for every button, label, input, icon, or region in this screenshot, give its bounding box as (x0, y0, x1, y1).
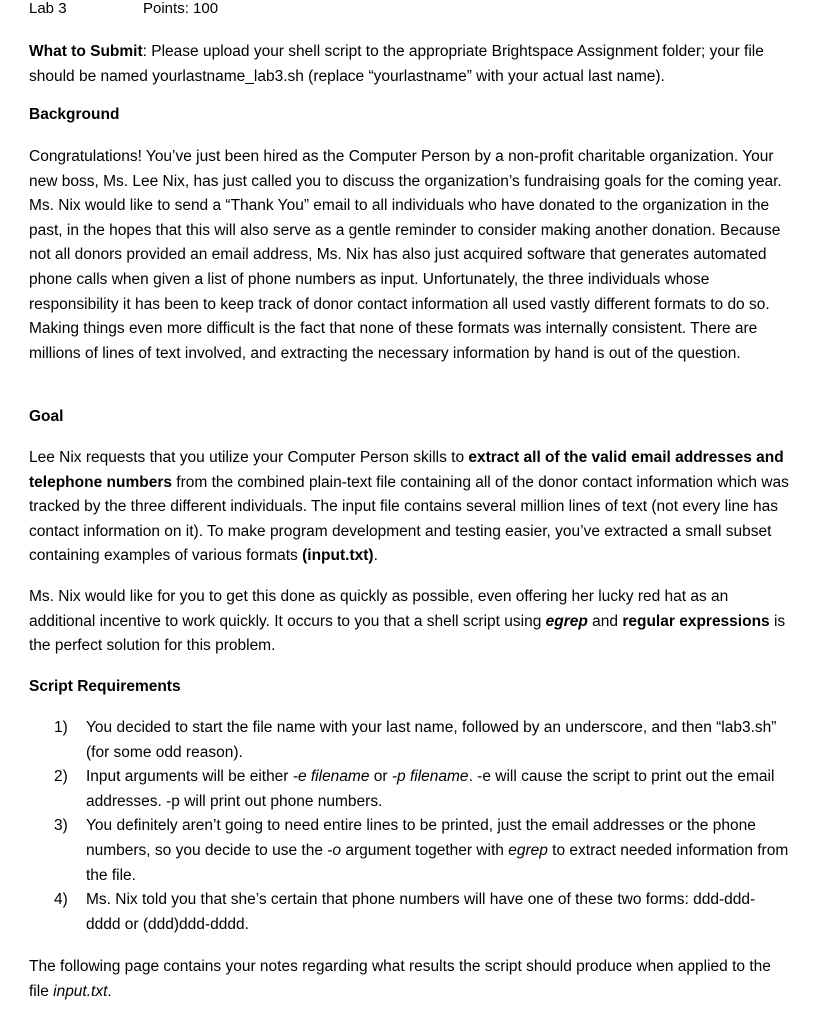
goal-p1-input-file: (input.txt) (302, 547, 374, 565)
list-item-text-c: argument together with (341, 841, 509, 859)
requirements-heading: Script Requirements (29, 678, 181, 695)
submit-label: What to Submit (29, 43, 143, 60)
goal-p1-text-a: Lee Nix requests that you utilize your Computer Person skills to (29, 449, 469, 466)
egrep-term: egrep (508, 841, 548, 859)
lab-title: Lab 3 (29, 0, 67, 17)
background-heading: Background (29, 106, 120, 123)
list-item (29, 888, 789, 937)
background-paragraph: Congratulations! You’ve just been hired as the Computer Person by a non-profit charitable organization. Your new boss, Ms. Lee Nix, has just called you to discuss the organization’s fundraising goals for the coming year. Ms. Nix would like to send a “Thank You” email to all individuals who have donated to the organization in the past, in the hopes that this will also serve as a gentle reminder to consider making another donation. Because not all donors provided an email address, Ms. Nix has also just acquired software that generates automated phone calls when given a list of phone numbers as input. Unfortunately, the three individuals whose responsibility it has been to keep track of donor contact information all used vastly different formats to do so. Making things even more difficult is the fact that none of these formats was internally consistent. There are millions of lines of text involved, and extracting the necessary information by hand is out of the question. (29, 148, 782, 362)
list-item-text: You decided to start the file name with your last name, followed by an underscore, and then “lab3.sh” (for some odd reason). (86, 719, 777, 761)
list-item-number: 4) (54, 891, 68, 909)
list-item-number: 3) (54, 817, 68, 835)
list-item-text: Ms. Nix told you that she’s certain that phone numbers will have one of these two forms: ddd-ddd-dddd or (ddd)ddd-dddd. (86, 891, 756, 933)
arg-p-filename: -p filename (391, 768, 469, 786)
list-item (29, 716, 789, 765)
list-item-text-c: or (369, 768, 392, 786)
goal-paragraph-2 (29, 585, 789, 659)
submit-paragraph (29, 40, 781, 89)
arg-e-filename: -e filename (292, 768, 370, 786)
goal-heading: Goal (29, 408, 64, 425)
final-text-a: The following page contains your notes regarding what results the script should produce when applied to the file (29, 958, 771, 1000)
arg-o: -o (327, 841, 342, 859)
goal-paragraph-1 (29, 446, 789, 569)
requirements-list (29, 716, 789, 937)
list-item (29, 765, 789, 814)
final-input-file: input.txt (53, 982, 108, 1000)
goal-p2-text-e: is the perfect solution for this problem. (29, 612, 786, 655)
final-text-c: . (107, 982, 112, 1000)
goal-p2-text-a: Ms. Nix would like for you to get this done as quickly as possible, even offering her lucky red hat as an additional incentive to work quickly. It occurs to you that a shell script using (29, 588, 729, 630)
list-item-text-e: . -e will cause the script to print out the email addresses. -p will print out phone numbers. (86, 768, 775, 810)
list-item-text-e: to extract needed information from the file. (86, 841, 789, 884)
submit-text: : Please upload your shell script to the appropriate Brightspace Assignment folder; your file should be named yourlastname_lab3.sh (replace “yourlastname” with your actual last name). (29, 43, 764, 85)
final-paragraph (29, 955, 789, 1004)
goal-p2-regex: regular expressions (622, 612, 770, 630)
goal-p2-egrep: egrep (545, 612, 588, 630)
goal-p1-text-c: from the combined plain-text file containing all of the donor contact information which was tracked by the three different individuals. The input file contains several million lines of text (not every line has contact information on it). To make program development and testing easier, you’ve extracted a small subset containing examples of various formats (29, 473, 789, 565)
goal-p2-text-c: and (587, 612, 623, 630)
points-label: Points: 100 (143, 0, 219, 17)
list-item-text-a: Input arguments will be either (86, 768, 293, 786)
list-item-text-a: You definitely aren’t going to need entire lines to be printed, just the email addresses or the phone numbers, so you decide to use the (86, 817, 756, 859)
goal-p1-bold: extract all of the valid email addresses and telephone numbers (29, 449, 784, 491)
goal-p1-text-e: . (373, 547, 378, 565)
list-item (29, 814, 789, 888)
list-item-number: 1) (54, 719, 68, 736)
list-item-number: 2) (54, 768, 68, 786)
